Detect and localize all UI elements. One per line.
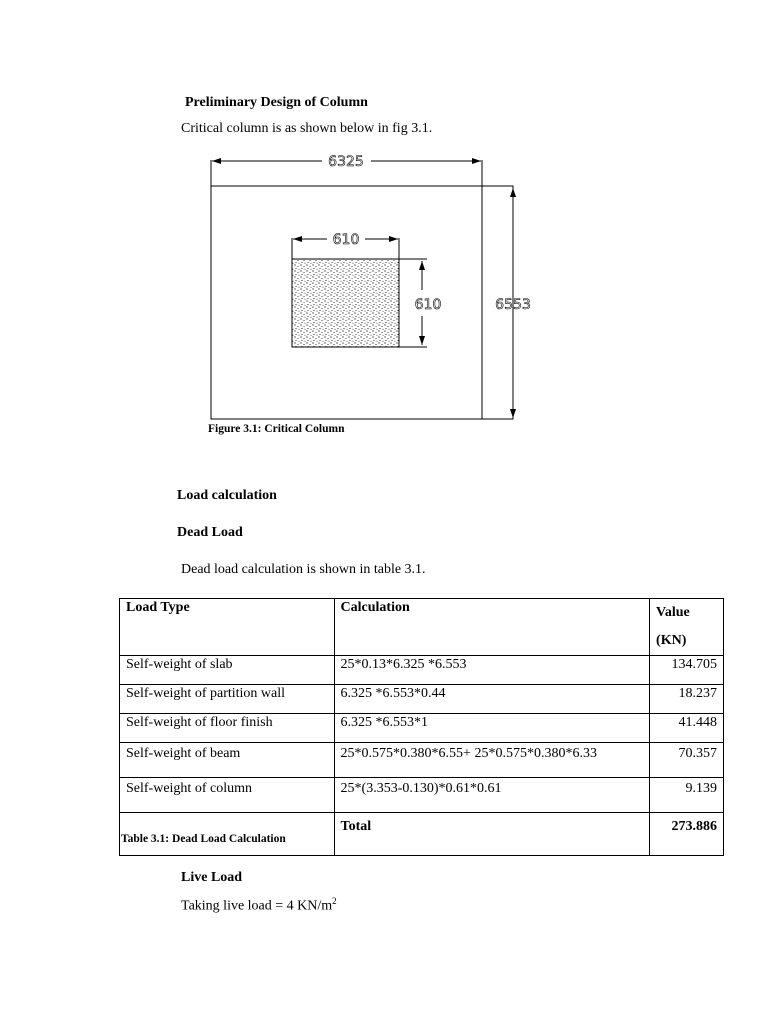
row-calculation: 6.325 *6.553*0.44 <box>334 685 649 714</box>
table-row <box>120 743 724 778</box>
figure-caption: Figure 3.1: Critical Column <box>208 423 345 435</box>
dimension-width-label: 6325 <box>328 154 364 170</box>
table-row <box>120 714 724 743</box>
load-calculation-heading: Load calculation <box>177 488 277 503</box>
column-height-label: 610 <box>414 297 442 313</box>
header-calculation: Calculation <box>334 599 649 656</box>
row-value: 9.139 <box>650 778 724 813</box>
row-value: 41.448 <box>650 714 724 743</box>
row-calculation: 25*0.575*0.380*6.55+ 25*0.575*0.380*6.33 <box>334 743 649 778</box>
table-row <box>120 685 724 714</box>
dead-load-heading: Dead Load <box>177 525 243 540</box>
table-header-row <box>120 599 724 656</box>
total-label: Total <box>334 813 649 856</box>
dead-load-table <box>119 598 724 856</box>
intro-text: Critical column is as shown below in fig 3.1. <box>181 121 433 136</box>
row-load-type: Self-weight of partition wall <box>120 685 335 714</box>
row-load-type: Self-weight of floor finish <box>120 714 335 743</box>
row-calculation: 25*(3.353-0.130)*0.61*0.61 <box>334 778 649 813</box>
column-width-label: 610 <box>332 232 360 248</box>
live-load-value: Taking live load = 4 KN/m <box>181 898 333 914</box>
row-value: 18.237 <box>650 685 724 714</box>
header-value-line1: Value <box>656 605 690 620</box>
row-value: 70.357 <box>650 743 724 778</box>
header-load-type: Load Type <box>120 599 335 656</box>
table-caption: Table 3.1: Dead Load Calculation <box>121 833 286 845</box>
row-calculation: 25*0.13*6.325 *6.553 <box>334 656 649 685</box>
header-value <box>650 599 724 656</box>
critical-column-figure <box>0 0 768 450</box>
row-calculation: 6.325 *6.553*1 <box>334 714 649 743</box>
live-load-heading: Live Load <box>181 870 243 885</box>
row-load-type: Self-weight of slab <box>120 656 335 685</box>
section-heading: Preliminary Design of Column <box>185 95 368 110</box>
column-section <box>292 259 399 347</box>
row-load-type: Self-weight of column <box>120 778 335 813</box>
live-load-text <box>181 896 337 915</box>
unit-exponent: 2 <box>332 896 337 906</box>
row-value: 134.705 <box>650 656 724 685</box>
row-load-type: Self-weight of beam <box>120 743 335 778</box>
header-value-line2: (KN) <box>656 633 687 648</box>
table-row <box>120 778 724 813</box>
dimension-height-label: 6553 <box>495 297 531 313</box>
dead-load-intro: Dead load calculation is shown in table 3.1. <box>181 562 426 577</box>
total-value: 273.886 <box>650 813 724 856</box>
table-row <box>120 656 724 685</box>
